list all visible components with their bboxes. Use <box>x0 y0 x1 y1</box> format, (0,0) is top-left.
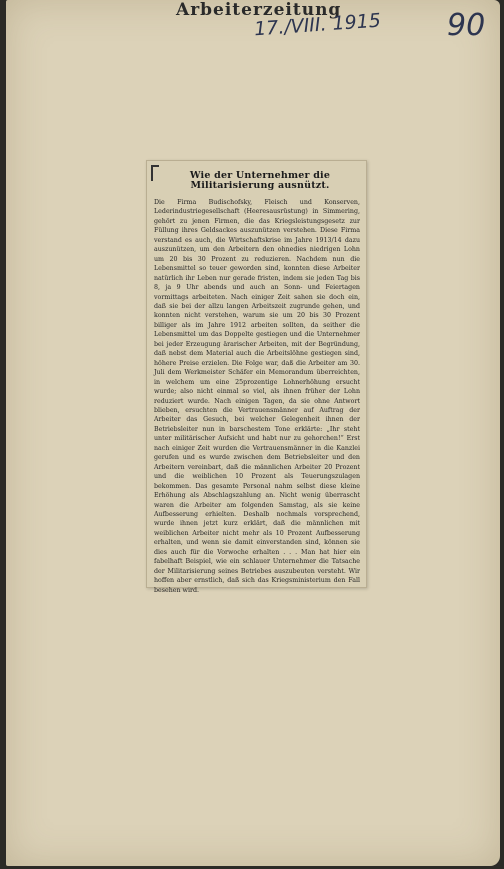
archive-page <box>6 0 500 866</box>
newspaper-clipping <box>146 160 367 594</box>
newspaper-masthead: Arbeiterzeitung <box>176 0 342 20</box>
handwritten-page-number: 90 <box>447 8 486 43</box>
handwritten-date: 17./VIII. 1915 <box>253 9 382 41</box>
article-body: Die Firma Budischofsky, Fleisch und Konserven, Lederindustriegesellschaft (Heeresausrüstung) in Simmering, gehört zu jenen Firmen, die das Kriegsleistungsgesetz zur Füllung ihres Geldsackes auszunützen verstehen. Diese Firma verstand es auch, die Wirtschaftskrise im Jahre 1913/14 dazu auszunützen, um den Arbeitern den ohnedies niedrigen Lohn um 20 bis 30 Prozent zu reduzieren. Nachdem nun die Lebensmittel so teuer geworden sind, konnten diese Arbeiter natürlich ihr Leben nur gerade fristen, indem sie jeden Tag bis 8, ja 9 Uhr abends und auch an Sonn- und Feiertagen vormittags arbeiteten. Nach einiger Zeit sahen sie doch ein, daß sie bei der allzu langen Arbeitszeit zugrunde gehen, und konnten nicht verstehen, warum sie um 20 bis 30 Prozent billiger als im Jahre 1912 arbeiten sollten, da seither die Lebensmittel um das Doppelte gestiegen und die Unternehmer bei jeder Erzeugung ärarischer Arbeiten, mit der Begründung, daß nebst dem Material auch die Arbeitslöhne gestiegen sind, höhere Preise erzielen. Die Folge war, daß die Arbeiter am 30. Juli dem Werkmeister Schäfer ein Memorandum überreichten, in welchem um eine 25prozentige Lohnerhöhung ersucht wurde; also nicht einmal so viel, als ihnen früher der Lohn reduziert wurde. Nach einigen Tagen, da sie ohne Antwort blieben, ersuchten die Vertrauensmänner auf Auftrag der Arbeiter das Gesuch, bei welcher Gelegenheit ihnen der Betriebsleiter nun in barschestem Tone erklärte: „Ihr steht unter militärischer Aufsicht und habt nur zu gehorchen!“ Erst nach einiger Zeit wurden die Vertrauensmänner in die Kanzlei gerufen und es wurde zwischen dem Betriebsleiter und den Arbeitern vereinbart, daß die männlichen Arbeiter 20 Prozent und die weiblichen 10 Prozent als Teuerungszulagen bekommen. Das gesamte Personal nahm selbst diese kleine Erhöhung als Abschlagszahlung an. Nicht wenig überrascht waren die Arbeiter am folgenden Samstag, als sie keine Aufbesserung erhielten. Deshalb nochmals vorsprechend, wurde ihnen jetzt kurz erklärt, daß die männlichen mit weiblichen Arbeiter nicht mehr als 10 Prozent Aufbesserung erhalten, und wenn sie damit einverstanden sind, können sie dies auch für die Vorwoche erhalten . . . Man hat hier ein fabelhaft Beispiel, wie ein schlauer Unternehmer die Tatsache der Militarisierung seines Betriebes auszubeuten versteht. Wir hoffen aber ernstlich, daß sich das Kriegsministerium den Fall besehen wird. <box>154 199 360 594</box>
clipping-corner-mark <box>151 165 159 181</box>
article-headline: Wie der Unternehmer die Militarisierung ausnützt. <box>189 170 331 191</box>
